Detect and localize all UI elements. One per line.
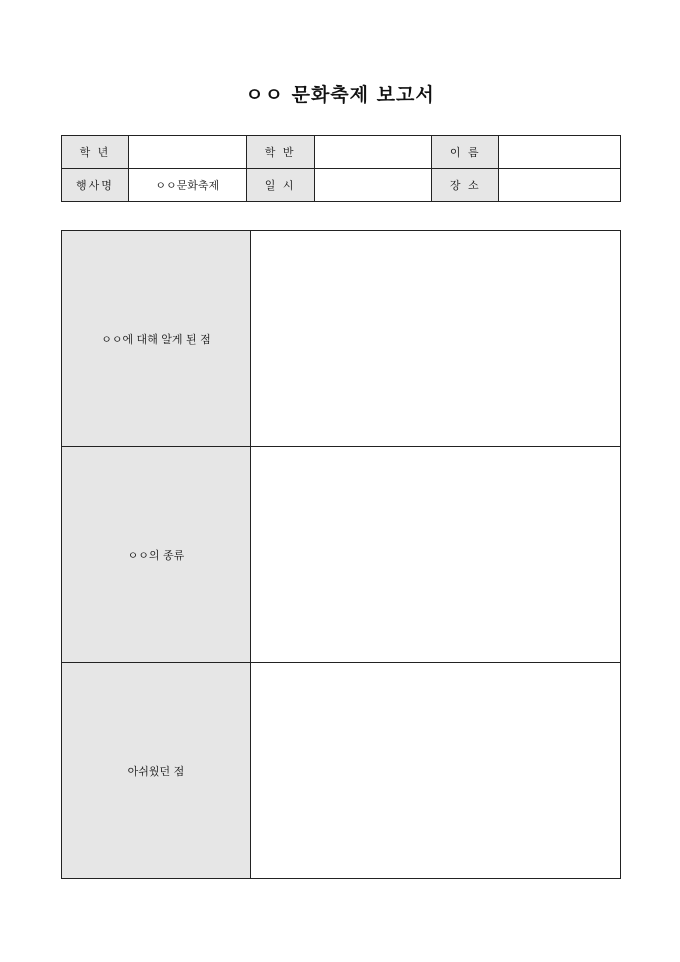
types-label: ㅇㅇ의 종류: [62, 447, 251, 663]
section-row-regrets: [62, 663, 621, 879]
event-field[interactable]: ㅇㅇ문화축제: [128, 169, 246, 202]
place-field[interactable]: [499, 169, 621, 202]
regrets-label: 아쉬웠던 점: [62, 663, 251, 879]
section-row-types: [62, 447, 621, 663]
event-label: 행사명: [62, 169, 129, 202]
date-field[interactable]: [314, 169, 432, 202]
info-row-1: [62, 136, 621, 169]
regrets-content-area[interactable]: [251, 663, 621, 879]
section-row-learned: [62, 231, 621, 447]
class-field[interactable]: [314, 136, 432, 169]
learned-content-area[interactable]: [251, 231, 621, 447]
place-label: 장 소: [432, 169, 499, 202]
learned-label: ㅇㅇ에 대해 알게 된 점: [62, 231, 251, 447]
name-label: 이 름: [432, 136, 499, 169]
date-label: 일 시: [246, 169, 314, 202]
document-title: ㅇㅇ 문화축제 보고서: [245, 84, 435, 106]
class-label: 학 반: [246, 136, 314, 169]
grade-label: 학 년: [62, 136, 129, 169]
report-table: [61, 230, 621, 879]
info-table: [61, 135, 621, 202]
types-content-area[interactable]: [251, 447, 621, 663]
name-field[interactable]: [499, 136, 621, 169]
info-row-2: [62, 169, 621, 202]
grade-field[interactable]: [128, 136, 246, 169]
